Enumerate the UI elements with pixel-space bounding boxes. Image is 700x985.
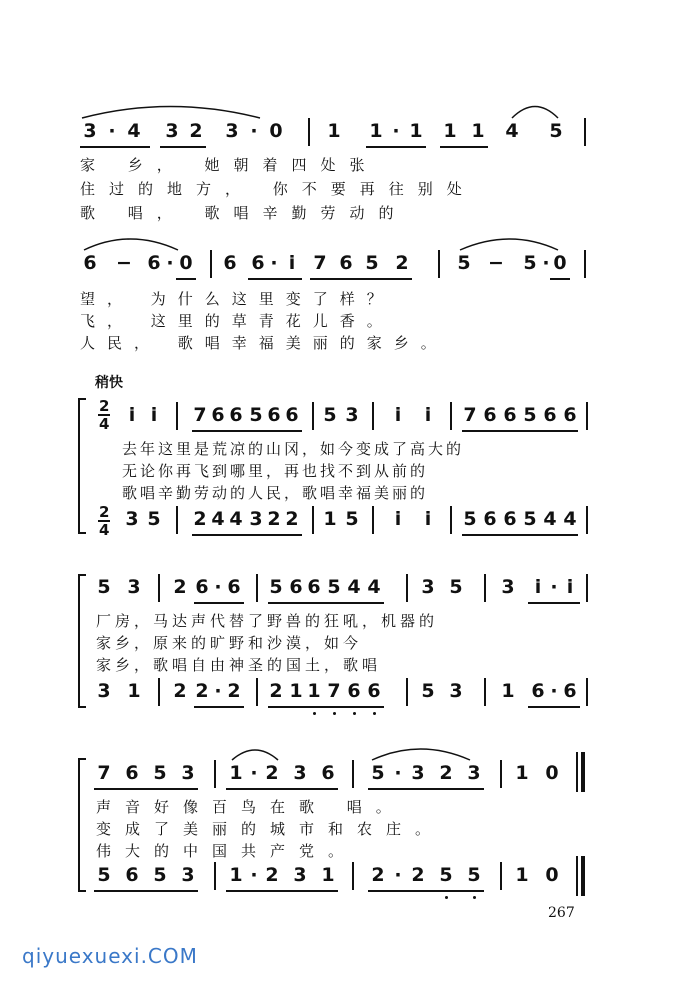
note: 3: [125, 508, 139, 530]
note: 3: [165, 120, 179, 142]
note: i: [534, 576, 542, 598]
note: 2: [439, 762, 453, 784]
barline: [214, 862, 216, 890]
note: 5: [147, 508, 161, 530]
underline: [528, 602, 580, 604]
note: 1: [307, 680, 321, 702]
note: 4: [347, 576, 361, 598]
note: 6: [307, 576, 321, 598]
lyric-line: 无论你再飞到哪里，再也找不到从前的: [122, 462, 429, 480]
note: 5: [439, 864, 453, 886]
note: 5: [421, 680, 435, 702]
underline: [366, 146, 426, 148]
lyric-line: 飞， 这里的草青花儿香。: [80, 312, 394, 330]
barline: [210, 250, 212, 278]
note: 1: [323, 508, 337, 530]
underline: [192, 430, 302, 432]
note: 6: [227, 576, 241, 598]
note: 1: [471, 120, 485, 142]
note: 6: [503, 508, 517, 530]
octave-dot: [445, 896, 448, 899]
note: 1: [409, 120, 423, 142]
note: i: [424, 404, 432, 426]
barline: [352, 760, 354, 788]
note: 6: [347, 680, 361, 702]
note: 4: [127, 120, 141, 142]
barline: [308, 118, 310, 146]
note: 5: [467, 864, 481, 886]
dot: ·: [108, 120, 116, 142]
note: 6: [563, 404, 577, 426]
note: 6: [251, 252, 265, 274]
final-barline: [581, 752, 585, 792]
note: 6: [289, 576, 303, 598]
note: i: [150, 404, 158, 426]
note: 6: [83, 252, 97, 274]
note: 7: [327, 680, 341, 702]
note: 6: [531, 680, 545, 702]
note: 2: [285, 508, 299, 530]
dot: ·: [542, 252, 550, 274]
barline: [158, 678, 160, 706]
underline: [310, 278, 412, 280]
underline: [94, 890, 198, 892]
note: 0: [545, 864, 559, 886]
lyric-line: 人民， 歌唱幸福美丽的家乡。: [80, 334, 448, 352]
time-signature: 2 4: [99, 397, 110, 433]
dot: ·: [250, 120, 258, 142]
octave-dot: [353, 712, 356, 715]
barline: [176, 402, 178, 430]
barline: [484, 678, 486, 706]
note: 3: [501, 576, 515, 598]
note: 4: [505, 120, 519, 142]
underline: [94, 788, 198, 790]
note: 5: [523, 508, 537, 530]
lyric-line: 声音好像百鸟在歌 唱。: [96, 798, 405, 816]
note: 2: [411, 864, 425, 886]
note: 0: [553, 252, 567, 274]
note: 1: [515, 864, 529, 886]
brace: [78, 574, 86, 708]
note: 5: [365, 252, 379, 274]
note: i: [394, 404, 402, 426]
note: 0: [179, 252, 193, 274]
barline: [372, 506, 374, 534]
note: 6: [125, 864, 139, 886]
note: 5: [269, 576, 283, 598]
note: 3: [181, 762, 195, 784]
note: 6: [147, 252, 161, 274]
lyric-line: 家 乡， 她朝着四处张: [80, 156, 379, 174]
underline: [368, 890, 484, 892]
note: 6: [267, 404, 281, 426]
underline: [194, 706, 244, 708]
note: 1: [321, 864, 335, 886]
note: 2: [267, 508, 281, 530]
note: 5: [549, 120, 563, 142]
dot: ·: [394, 864, 402, 886]
note: 1: [501, 680, 515, 702]
dot: ·: [550, 680, 558, 702]
barline: [586, 402, 588, 430]
dot: ·: [392, 120, 400, 142]
lyric-line: 伟大的中国共产党。: [96, 842, 358, 860]
note: 1: [443, 120, 457, 142]
note: 4: [229, 508, 243, 530]
dot: ·: [214, 680, 222, 702]
lyric-line: 歌 唱， 歌唱辛勤劳动的: [80, 204, 408, 222]
barline: [584, 250, 586, 278]
dash: −: [488, 252, 504, 274]
note: 6: [229, 404, 243, 426]
tempo-mark: 稍快: [95, 375, 123, 391]
lyric-line: 住过的地方， 你不要再往别处: [80, 180, 476, 198]
lyric-line: 变成了美丽的城市和农庄。: [96, 820, 445, 838]
barline: [372, 402, 374, 430]
barline: [450, 402, 452, 430]
underline: [194, 602, 244, 604]
note: 2: [195, 680, 209, 702]
barline: [352, 862, 354, 890]
underline: [440, 146, 488, 148]
octave-dot: [313, 712, 316, 715]
dot: ·: [250, 762, 258, 784]
barline: [586, 506, 588, 534]
note: i: [424, 508, 432, 530]
barline: [214, 760, 216, 788]
dot: ·: [270, 252, 278, 274]
note: 1: [229, 864, 243, 886]
note: 5: [523, 404, 537, 426]
note: 3: [467, 762, 481, 784]
barline: [500, 760, 502, 788]
note: 3: [83, 120, 97, 142]
lyric-line: 家乡，歌唱自由神圣的国土，歌唱: [96, 656, 382, 674]
note: 5: [153, 762, 167, 784]
underline: [462, 430, 578, 432]
note: 7: [313, 252, 327, 274]
note: 2: [189, 120, 203, 142]
note: 3: [421, 576, 435, 598]
octave-dot: [333, 712, 336, 715]
underline: [462, 534, 578, 536]
dot: ·: [214, 576, 222, 598]
note: 5: [345, 508, 359, 530]
barline: [484, 574, 486, 602]
note: 6: [483, 404, 497, 426]
note: 3: [449, 680, 463, 702]
underline: [80, 146, 150, 148]
note: i: [394, 508, 402, 530]
barline: [586, 678, 588, 706]
note: 7: [193, 404, 207, 426]
note: 6: [321, 762, 335, 784]
note: 1: [515, 762, 529, 784]
barline: [176, 506, 178, 534]
note: 5: [323, 404, 337, 426]
note: 5: [153, 864, 167, 886]
note: 7: [97, 762, 111, 784]
note: 2: [173, 576, 187, 598]
lyric-line: 望， 为什么这里变了样？: [80, 290, 394, 308]
note: 6: [503, 404, 517, 426]
note: 3: [345, 404, 359, 426]
lyric-line: 家乡，原来的旷野和沙漠，如今: [96, 634, 363, 652]
note: 4: [563, 508, 577, 530]
octave-dot: [473, 896, 476, 899]
note: 6: [125, 762, 139, 784]
dash: −: [116, 252, 132, 274]
underline: [550, 278, 570, 280]
site-watermark: qiyuexuexi.COM: [22, 944, 198, 968]
note: 6: [543, 404, 557, 426]
note: 3: [293, 864, 307, 886]
note: 6: [339, 252, 353, 274]
note: 5: [463, 508, 477, 530]
note: 4: [543, 508, 557, 530]
note: i: [128, 404, 136, 426]
note: 5: [249, 404, 263, 426]
barline: [500, 862, 502, 890]
underline: [268, 706, 384, 708]
dot: ·: [394, 762, 402, 784]
note: 3: [411, 762, 425, 784]
barline: [256, 678, 258, 706]
barline: [406, 678, 408, 706]
note: 5: [449, 576, 463, 598]
underline: [226, 788, 338, 790]
barline: [438, 250, 440, 278]
underline: [192, 534, 302, 536]
barline: [576, 856, 578, 896]
barline: [406, 574, 408, 602]
note: 6: [367, 680, 381, 702]
note: 1: [229, 762, 243, 784]
note: 5: [523, 252, 537, 274]
note: 0: [269, 120, 283, 142]
underline: [226, 890, 338, 892]
note: 0: [545, 762, 559, 784]
barline: [584, 118, 586, 146]
note: 5: [97, 576, 111, 598]
brace: [78, 758, 86, 892]
barline: [576, 752, 578, 792]
note: 5: [97, 864, 111, 886]
barline: [158, 574, 160, 602]
note: 5: [327, 576, 341, 598]
note: 2: [269, 680, 283, 702]
note: 2: [395, 252, 409, 274]
underline: [160, 146, 206, 148]
note: 7: [463, 404, 477, 426]
note: 3: [249, 508, 263, 530]
note: 6: [211, 404, 225, 426]
final-barline: [581, 856, 585, 896]
barline: [312, 402, 314, 430]
lyric-line: 去年这里是荒凉的山冈，如今变成了高大的: [122, 440, 465, 458]
note: 2: [193, 508, 207, 530]
time-signature-lower: 2 4: [99, 503, 110, 539]
note: 4: [211, 508, 225, 530]
barline: [312, 506, 314, 534]
lyric-line: 歌唱辛勤劳动的人民，歌唱幸福美丽的: [122, 484, 429, 502]
note: 6: [285, 404, 299, 426]
note: 4: [367, 576, 381, 598]
underline: [248, 278, 302, 280]
lyric-line: 厂房，马达声代替了野兽的狂吼，机器的: [96, 612, 439, 630]
note: i: [566, 576, 574, 598]
note: 6: [195, 576, 209, 598]
barline: [256, 574, 258, 602]
dot: ·: [550, 576, 558, 598]
note: 1: [127, 680, 141, 702]
note: 2: [371, 864, 385, 886]
note: 3: [225, 120, 239, 142]
dot: ·: [166, 252, 174, 274]
note: 5: [371, 762, 385, 784]
note: 1: [327, 120, 341, 142]
note: 6: [223, 252, 237, 274]
note: 3: [293, 762, 307, 784]
note: 6: [483, 508, 497, 530]
note: i: [288, 252, 296, 274]
note: 1: [369, 120, 383, 142]
note: 2: [227, 680, 241, 702]
octave-dot: [373, 712, 376, 715]
underline: [176, 278, 196, 280]
note: 2: [265, 762, 279, 784]
note: 2: [265, 864, 279, 886]
note: 1: [289, 680, 303, 702]
note: 5: [457, 252, 471, 274]
note: 2: [173, 680, 187, 702]
underline: [268, 602, 384, 604]
dot: ·: [250, 864, 258, 886]
note: 3: [127, 576, 141, 598]
page-number: 267: [548, 905, 575, 921]
note: 6: [563, 680, 577, 702]
barline: [586, 574, 588, 602]
brace: [78, 398, 86, 534]
underline: [528, 706, 580, 708]
barline: [450, 506, 452, 534]
underline: [368, 788, 484, 790]
note: 3: [181, 864, 195, 886]
note: 3: [97, 680, 111, 702]
